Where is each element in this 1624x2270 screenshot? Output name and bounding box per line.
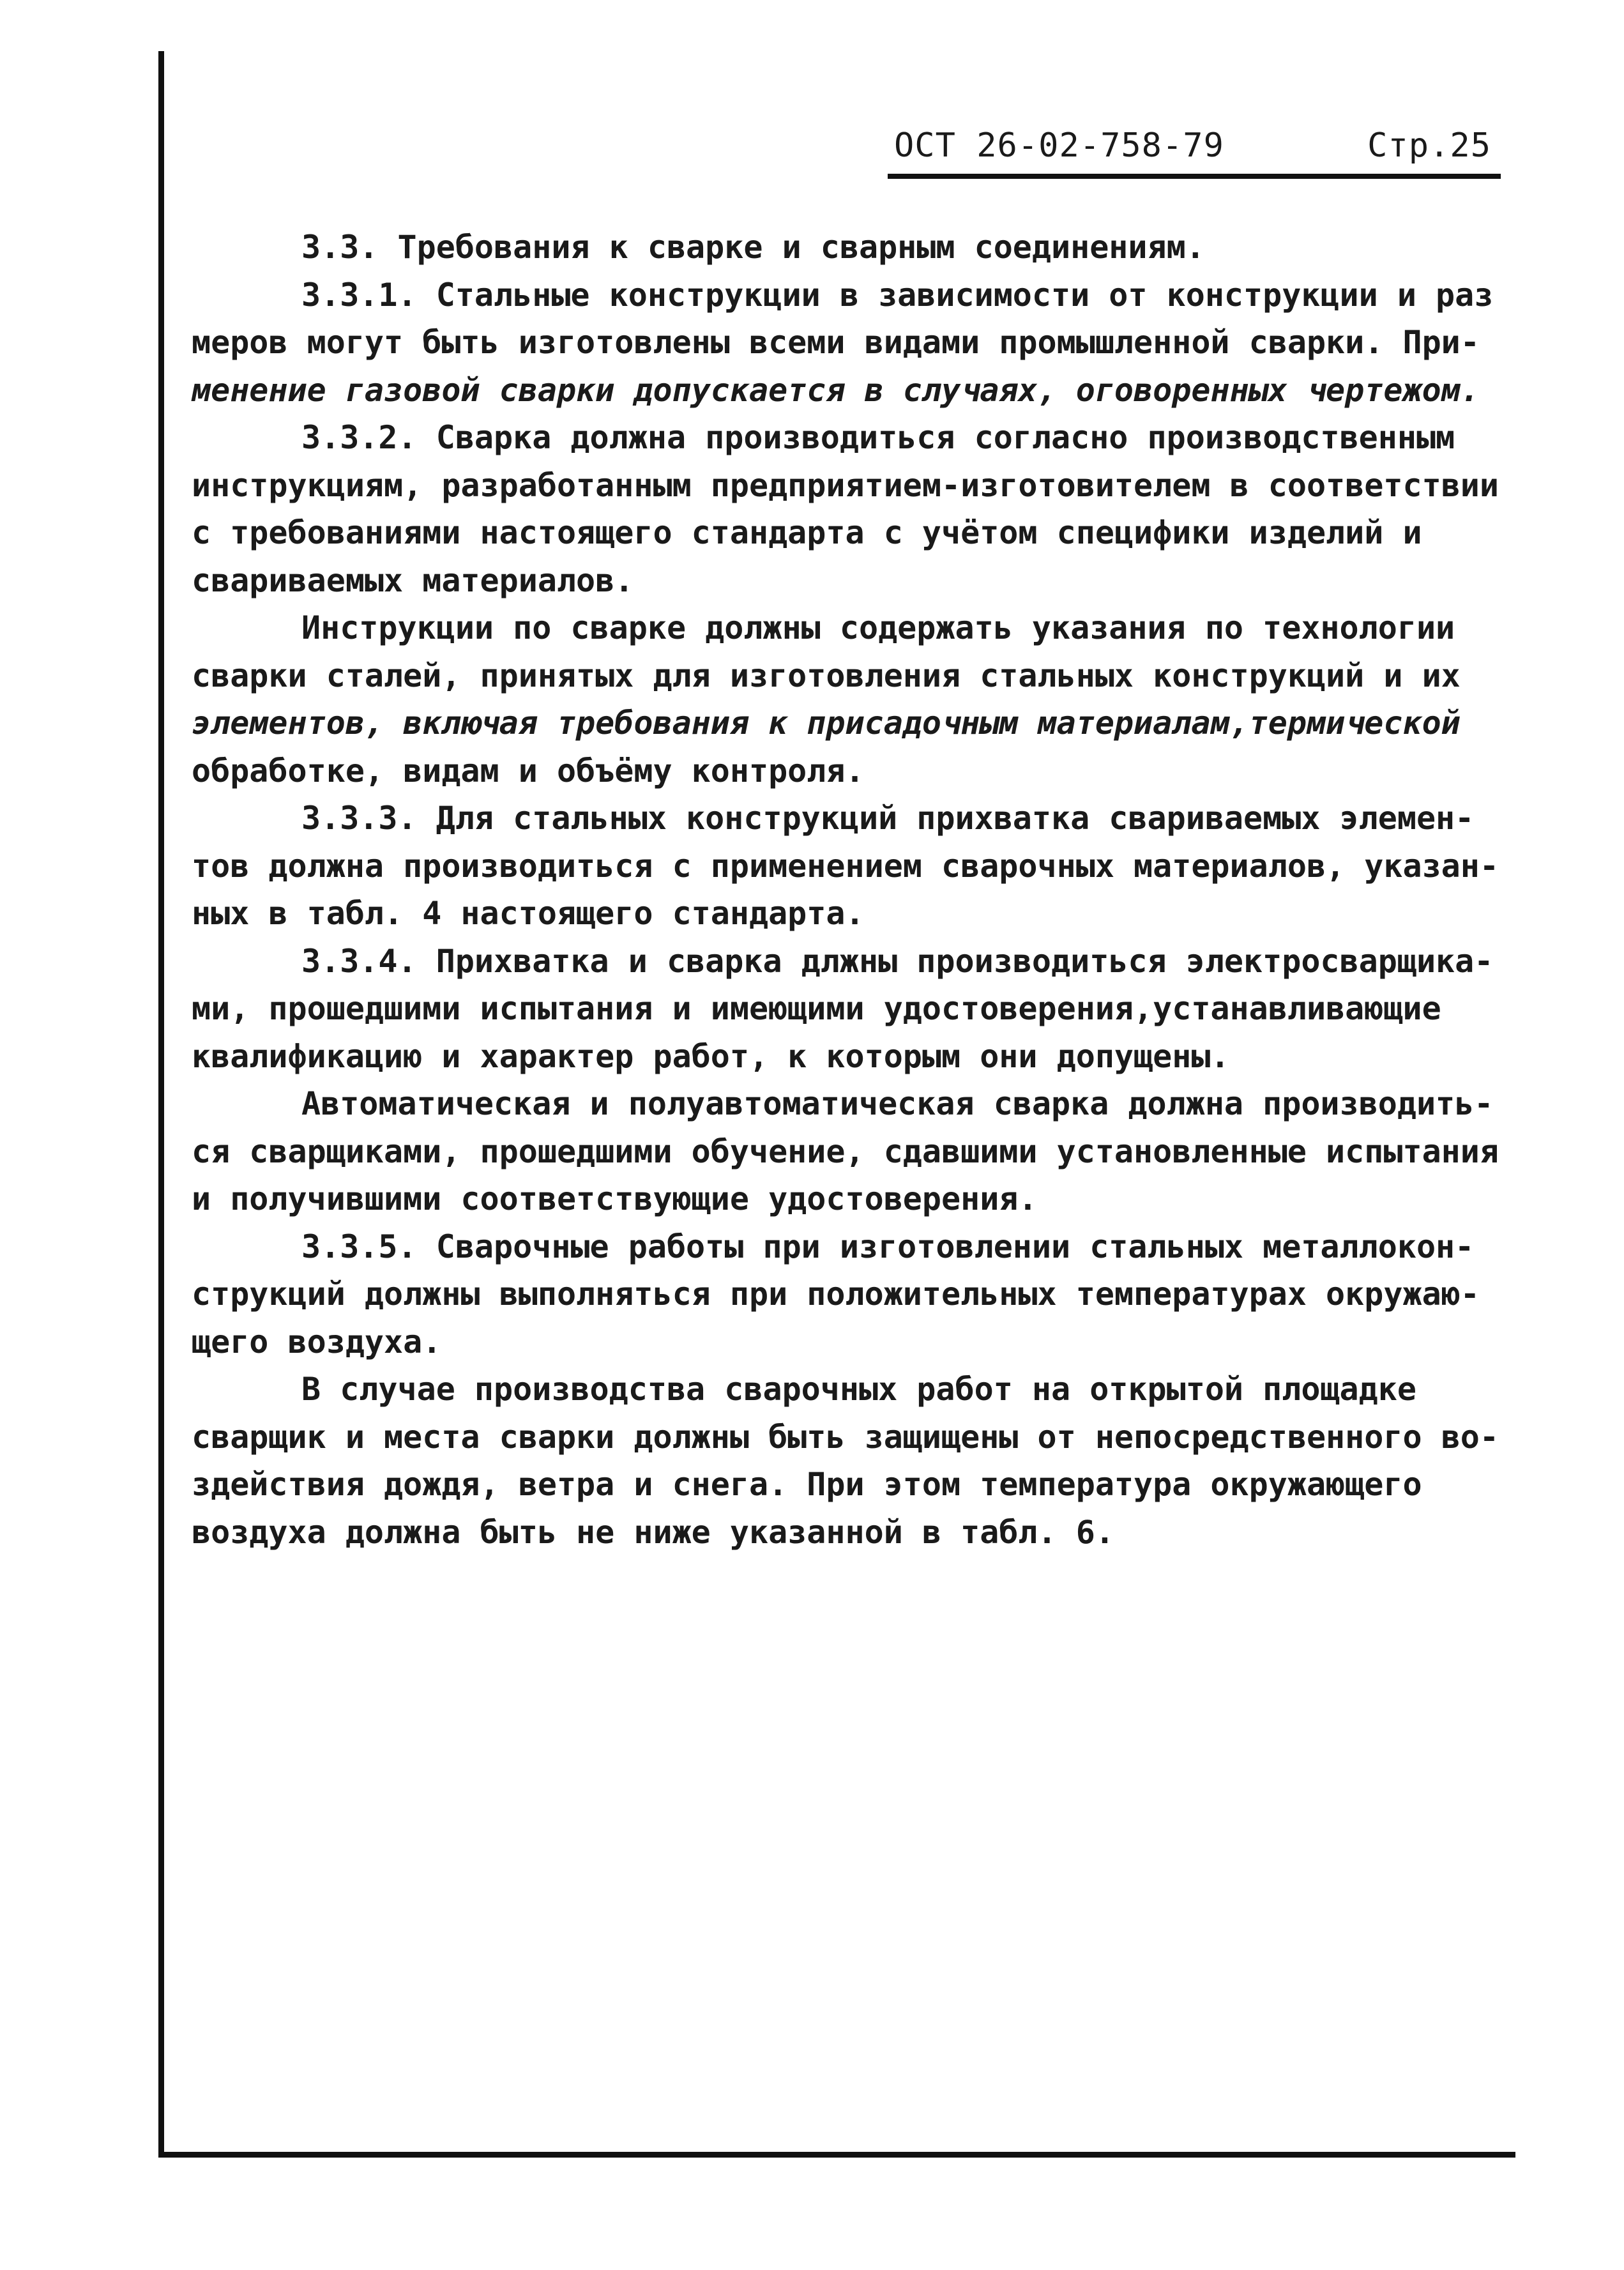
text-line: воздуха должна быть не ниже указанной в табл. 6. — [192, 1513, 1114, 1551]
text-line: инструкциям, разработанным предприятием-изготовителем в соответствии — [192, 466, 1499, 504]
header-underline — [888, 174, 1501, 179]
text-line: с требованиями настоящего стандарта с учётом специфики изделий и — [192, 514, 1422, 551]
page-number: Стр.25 — [1367, 126, 1491, 165]
text-line: щего воздуха. — [192, 1323, 442, 1360]
text-line: квалификацию и характер работ, к которым они допущены. — [192, 1037, 1230, 1075]
text-line: 3.3.1. Стальные конструкции в зависимости от конструкции и раз — [301, 276, 1494, 314]
text-line: 3.3.5. Сварочные работы при изготовлении стальных металлокон- — [301, 1228, 1475, 1265]
text-line: обработке, видам и объёму контроля. — [192, 752, 865, 789]
text-line: сварщик и места сварки должны быть защищены от непосредственного во- — [192, 1418, 1499, 1456]
text-line: сварки сталей, принятых для изготовления стальных конструкций и их — [192, 657, 1461, 694]
text-line: В случае производства сварочных работ на открытой площадке — [301, 1371, 1416, 1408]
text-line: ся сварщиками, прошедшими обучение, сдавшими установленные испытания — [192, 1132, 1499, 1170]
text-line: свариваемых материалов. — [192, 561, 634, 599]
text-line: меров могут быть изготовлены всеми видами промышленной сварки. При- — [192, 324, 1480, 361]
section-heading-3-3: 3.3. Требования к сварке и сварным соединениям. — [301, 229, 1205, 266]
text-line: здействия дождя, ветра и снега. При этом температура окружающего — [192, 1466, 1422, 1503]
text-line: элементов, включая требования к присадочным материалам,термической — [192, 705, 1461, 742]
text-line: и получившими соответствующие удостоверения. — [192, 1180, 1038, 1217]
document-code: ОСТ 26-02-758-79 — [894, 126, 1224, 165]
text-line: 3.3.4. Прихватка и сварка длжны производиться электросварщика- — [301, 942, 1494, 980]
text-line: ных в табл. 4 настоящего стандарта. — [192, 895, 865, 932]
text-line: струкций должны выполняться при положительных температурах окружаю- — [192, 1276, 1480, 1313]
text-line: Автоматическая и полуавтоматическая сварка должна производить- — [301, 1085, 1494, 1122]
text-line: Инструкции по сварке должны содержать указания по технологии — [301, 609, 1455, 646]
text-line: 3.3.2. Сварка должна производиться согласно производственным — [301, 419, 1455, 456]
document-body — [192, 224, 1514, 1556]
text-line: 3.3.3. Для стальных конструкций прихватка свариваемых элемен- — [301, 800, 1475, 837]
text-line: ми, прошедшими испытания и имеющими удостоверения,устанавливающие — [192, 990, 1441, 1027]
page-header — [894, 126, 1491, 178]
text-line: тов должна производиться с применением сварочных материалов, указан- — [192, 847, 1499, 885]
text-line: менение газовой сварки допускается в случаях, оговоренных чертежом. — [192, 371, 1480, 409]
